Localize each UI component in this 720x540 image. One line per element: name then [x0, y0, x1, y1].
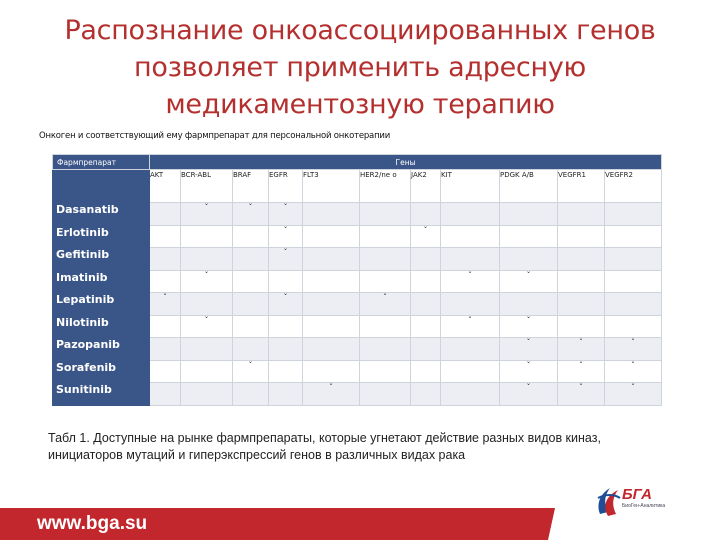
empty-cell [181, 248, 233, 271]
table-row [53, 383, 662, 406]
table-row [53, 225, 662, 248]
check-mark-cell: ˇ [181, 203, 233, 226]
drug-name: Dasanatib [53, 203, 150, 226]
check-mark-cell: ˇ [150, 293, 181, 316]
empty-cell [411, 383, 441, 406]
empty-cell [605, 315, 662, 338]
empty-cell [181, 293, 233, 316]
empty-cell [441, 225, 500, 248]
empty-cell [150, 270, 181, 293]
empty-cell [360, 248, 411, 271]
empty-cell [411, 360, 441, 383]
gene-header-5: HER2/ne o [360, 170, 411, 203]
empty-cell [360, 360, 411, 383]
empty-cell [150, 315, 181, 338]
table-row [53, 315, 662, 338]
empty-cell [303, 225, 360, 248]
empty-cell [441, 203, 500, 226]
gene-header-8: PDGK A/B [500, 170, 558, 203]
empty-cell [303, 360, 360, 383]
logo-brand: БГА [622, 486, 652, 503]
empty-cell [500, 293, 558, 316]
empty-cell [150, 203, 181, 226]
table-row [53, 270, 662, 293]
empty-cell [558, 315, 605, 338]
check-mark-cell: ˇ [441, 270, 500, 293]
empty-cell [360, 338, 411, 361]
empty-cell [150, 383, 181, 406]
empty-cell [233, 248, 269, 271]
drug-name: Sorafenib [53, 360, 150, 383]
check-mark-cell: ˇ [411, 225, 441, 248]
check-mark-cell: ˇ [605, 360, 662, 383]
check-mark-cell: ˇ [441, 315, 500, 338]
drug-name: Gefitinib [53, 248, 150, 271]
empty-cell [441, 360, 500, 383]
drug-name: Lepatinib [53, 293, 150, 316]
empty-cell [605, 225, 662, 248]
empty-cell [150, 225, 181, 248]
header-genes: Гены [150, 155, 662, 170]
check-mark-cell: ˇ [605, 338, 662, 361]
empty-cell [441, 383, 500, 406]
empty-cell [360, 270, 411, 293]
empty-cell [360, 315, 411, 338]
check-mark-cell: ˇ [500, 360, 558, 383]
gene-header-2: BRAF [233, 170, 269, 203]
empty-cell [269, 360, 303, 383]
empty-cell [411, 315, 441, 338]
check-mark-cell: ˇ [181, 270, 233, 293]
empty-cell [269, 338, 303, 361]
empty-cell [233, 383, 269, 406]
empty-cell [411, 270, 441, 293]
empty-cell [233, 338, 269, 361]
empty-cell [605, 270, 662, 293]
gene-header-1: BCR-ABL [181, 170, 233, 203]
gene-header-0: AKT [150, 170, 181, 203]
empty-cell [558, 248, 605, 271]
check-mark-cell: ˇ [500, 383, 558, 406]
empty-cell [360, 383, 411, 406]
gene-header-10: VEGFR2 [605, 170, 662, 203]
check-mark-cell: ˇ [303, 383, 360, 406]
drug-name: Sunitinib [53, 383, 150, 406]
check-mark-cell: ˇ [605, 383, 662, 406]
empty-cell [181, 338, 233, 361]
table-row [53, 338, 662, 361]
empty-cell [558, 225, 605, 248]
empty-cell [269, 270, 303, 293]
slide-title: Распознание онкоассоциированных генов позволяет применить адресную медикаментозную терапию [64, 15, 656, 120]
empty-cell [605, 293, 662, 316]
empty-cell [303, 293, 360, 316]
empty-cell [411, 293, 441, 316]
empty-cell [303, 203, 360, 226]
check-mark-cell: ˇ [500, 338, 558, 361]
gene-drug-table [52, 154, 662, 406]
header-drug: Фармпрепарат [53, 155, 150, 170]
empty-cell [500, 203, 558, 226]
table-row [53, 360, 662, 383]
table-row [53, 293, 662, 316]
empty-cell [441, 338, 500, 361]
empty-cell [558, 270, 605, 293]
drug-name: Pazopanib [53, 338, 150, 361]
check-mark-cell: ˇ [500, 270, 558, 293]
gene-header-6: JAK2 [411, 170, 441, 203]
logo-brand-sub: БиоГен-Аналитика [622, 503, 666, 509]
table-row [53, 248, 662, 271]
empty-cell [605, 203, 662, 226]
check-mark-cell: ˇ [500, 315, 558, 338]
empty-cell [233, 293, 269, 316]
empty-cell [605, 248, 662, 271]
empty-cell [303, 338, 360, 361]
empty-cell [181, 360, 233, 383]
empty-cell [441, 248, 500, 271]
empty-cell [360, 225, 411, 248]
check-mark-cell: ˇ [233, 203, 269, 226]
empty-cell [269, 315, 303, 338]
table-caption: Табл 1. Доступные на рынке фармпрепараты, которые угнетают действие разных видов киназ, инициаторов мутаций и гиперэкспрессий генов в различных видах рака [48, 431, 601, 462]
check-mark-cell: ˇ [360, 293, 411, 316]
table-row [53, 203, 662, 226]
check-mark-cell: ˇ [269, 248, 303, 271]
empty-cell [233, 270, 269, 293]
empty-cell [441, 293, 500, 316]
empty-cell [303, 315, 360, 338]
gene-header-4: FLT3 [303, 170, 360, 203]
empty-cell [411, 248, 441, 271]
drug-name: Erlotinib [53, 225, 150, 248]
empty-cell [360, 203, 411, 226]
check-mark-cell: ˇ [558, 360, 605, 383]
gene-header-3: EGFR [269, 170, 303, 203]
empty-cell [303, 248, 360, 271]
empty-cell [558, 293, 605, 316]
empty-cell [181, 225, 233, 248]
empty-cell [233, 225, 269, 248]
empty-cell [150, 338, 181, 361]
footer-url[interactable]: www.bga.su [37, 513, 148, 534]
empty-cell [411, 338, 441, 361]
check-mark-cell: ˇ [269, 293, 303, 316]
empty-cell [233, 315, 269, 338]
empty-cell [303, 270, 360, 293]
drug-name: Imatinib [53, 270, 150, 293]
bga-logo-icon [594, 476, 714, 524]
empty-cell [150, 248, 181, 271]
empty-cell [269, 383, 303, 406]
empty-cell [411, 203, 441, 226]
header-blank [53, 170, 150, 203]
check-mark-cell: ˇ [269, 225, 303, 248]
empty-cell [558, 203, 605, 226]
drug-name: Nilotinib [53, 315, 150, 338]
check-mark-cell: ˇ [181, 315, 233, 338]
gene-header-7: KIT [441, 170, 500, 203]
gene-header-9: VEGFR1 [558, 170, 605, 203]
empty-cell [150, 360, 181, 383]
check-mark-cell: ˇ [233, 360, 269, 383]
check-mark-cell: ˇ [269, 203, 303, 226]
table-subtitle: Онкоген и соответствующий ему фармпрепарат для персональной онкотерапии [39, 131, 391, 141]
empty-cell [181, 383, 233, 406]
empty-cell [500, 248, 558, 271]
check-mark-cell: ˇ [558, 338, 605, 361]
check-mark-cell: ˇ [558, 383, 605, 406]
empty-cell [500, 225, 558, 248]
